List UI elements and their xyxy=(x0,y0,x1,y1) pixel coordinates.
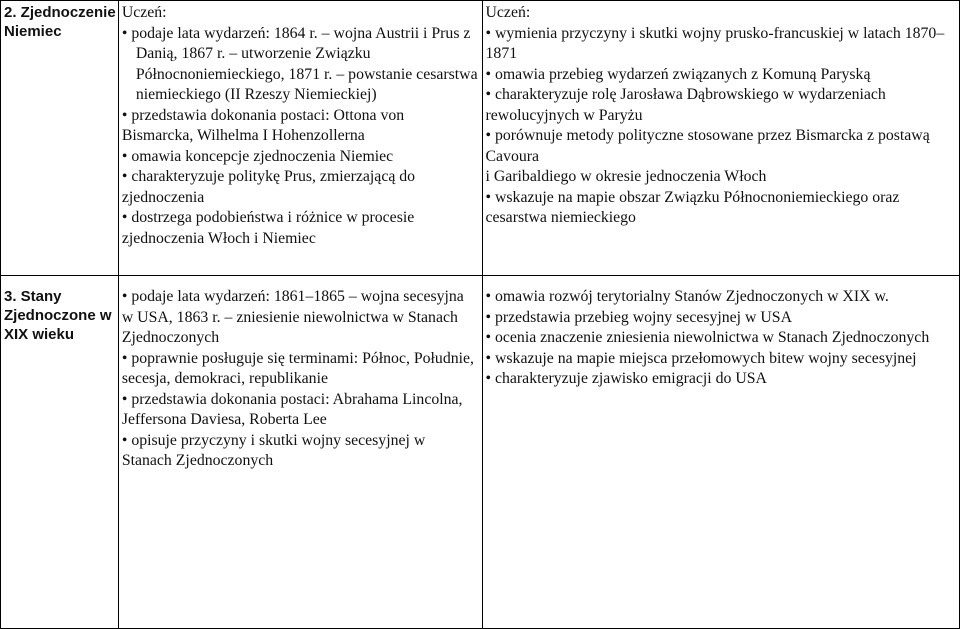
topic-cell xyxy=(1,1,119,276)
basic-requirements-cell xyxy=(118,1,482,276)
list-item: • ocenia znaczenie zniesienia niewolnictwa w Stanach Zjednoczonych xyxy=(486,328,956,349)
list-item: • charakteryzuje politykę Prus, zmierzającą do zjednoczenia xyxy=(122,167,479,208)
basic-requirements-cell xyxy=(118,276,482,629)
list-item: • charakteryzuje rolę Jarosława Dąbrowskiego w wydarzeniach rewolucyjnych w Paryżu xyxy=(486,85,956,126)
list-item: • przedstawia dokonania postaci: Ottona von Bismarcka, Wilhelma I Hohenzollerna xyxy=(122,106,479,147)
list-item: • opisuje przyczyny i skutki wojny secesyjnej w Stanach Zjednoczonych xyxy=(122,431,479,472)
table-row xyxy=(1,1,960,276)
header-label: Uczeń: xyxy=(485,4,531,21)
header-label: Uczeń: xyxy=(121,4,167,21)
list-item: • omawia koncepcje zjednoczenia Niemiec xyxy=(122,147,479,168)
list-item: • poprawnie posługuje się terminami: Północ, Południe, secesja, demokraci, republikanie xyxy=(122,349,479,390)
list-item: • wymienia przyczyny i skutki wojny prusko-francuskiej w latach 1870–1871 xyxy=(486,24,956,65)
list-item: • podaje lata wydarzeń: 1861–1865 – wojna secesyjna w USA, 1863 r. – zniesienie niewolnictwa w Stanach Zjednoczonych xyxy=(122,287,479,349)
list-item: • wskazuje na mapie obszar Związku Północnoniemieckiego oraz cesarstwa niemieckiego xyxy=(486,188,956,229)
list-item: • porównuje metody polityczne stosowane przez Bismarcka z postawą Cavoura xyxy=(486,126,956,167)
list-item: • dostrzega podobieństwa i różnice w procesie zjednoczenia Włoch i Niemiec xyxy=(122,208,479,249)
topic-cell xyxy=(1,276,119,629)
topic-label: 3. Stany Zjednoczone w XIX wieku xyxy=(4,288,112,344)
extended-requirements-cell xyxy=(482,276,959,629)
list-item: • podaje lata wydarzeń: 1864 r. – wojna Austrii i Prus z Danią, 1867 r. – utworzenie Związku Północnoniemieckiego, 1871 r. – powstanie cesarstwa niemieckiego (II Rzeszy Niemieckiej) xyxy=(122,24,479,106)
list-item: • przedstawia dokonania postaci: Abrahama Lincolna, Jeffersona Daviesa, Roberta Lee xyxy=(122,390,479,431)
list-item: • przedstawia przebieg wojny secesyjnej w USA xyxy=(486,308,956,329)
list-item: • charakteryzuje zjawisko emigracji do USA xyxy=(486,369,956,390)
list-item: • omawia rozwój terytorialny Stanów Zjednoczonych w XIX w. xyxy=(486,287,956,308)
topic-label: 2. Zjednoczenie Niemiec xyxy=(4,4,116,40)
list-item: • omawia przebieg wydarzeń związanych z Komuną Paryską xyxy=(486,65,956,86)
table-row xyxy=(1,276,960,629)
extended-requirements-cell xyxy=(482,1,959,276)
list-item-continuation: i Garibaldiego w okresie jednoczenia Włoch xyxy=(485,168,767,185)
list-item: • wskazuje na mapie miejsca przełomowych bitew wojny secesyjnej xyxy=(486,349,956,370)
